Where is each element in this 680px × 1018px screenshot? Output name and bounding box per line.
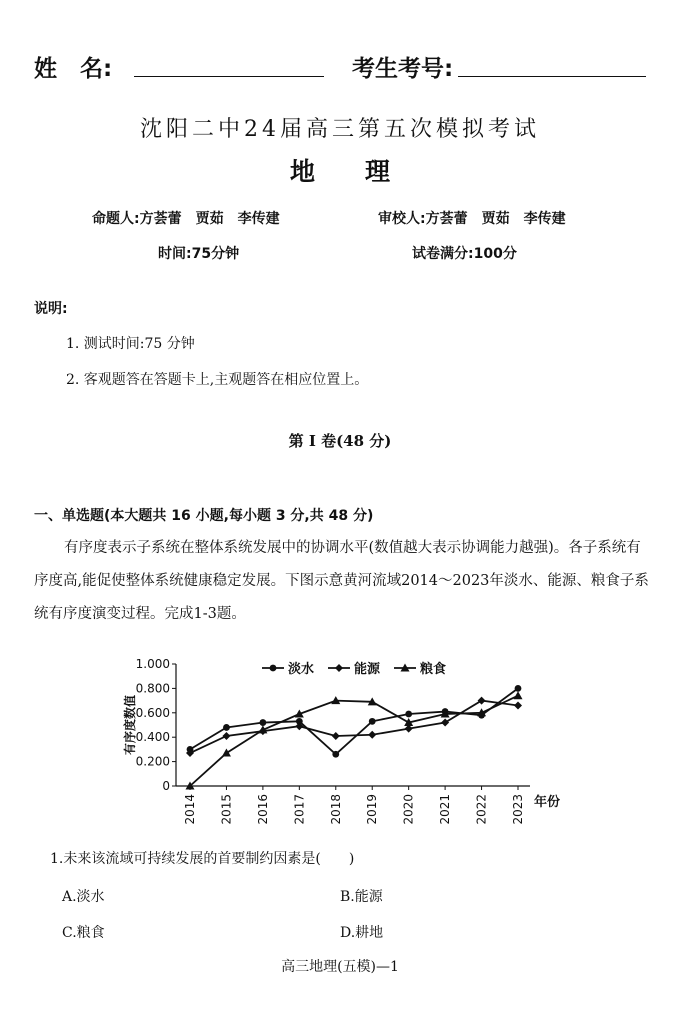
y-tick-label: 0.400 [135, 730, 170, 745]
score-line: 试卷满分:100分 [412, 246, 517, 262]
data-point [332, 751, 339, 758]
x-tick-label: 2017 [292, 794, 307, 825]
x-tick-label: 2016 [255, 794, 270, 825]
x-tick-label: 2020 [401, 794, 416, 825]
x-tick-label: 2014 [183, 794, 197, 825]
section-heading: 一、单选题(本大题共 16 小题,每小题 3 分,共 48 分) [34, 508, 374, 524]
x-tick-label: 2015 [219, 794, 234, 825]
instruction-item: 2. 客观题答在答题卡上,主观题答在相应位置上。 [66, 372, 369, 388]
x-tick-label: 2018 [328, 794, 343, 825]
data-point [222, 732, 230, 740]
line-chart [0, 650, 680, 850]
x-tick-label: 2019 [365, 794, 380, 825]
exam-title: 沈阳二中24届高三第五次模拟考试 [140, 117, 540, 142]
data-point [223, 724, 230, 731]
y-tick-label: 0.800 [135, 681, 170, 696]
option-c[interactable]: C.粮食 [62, 925, 105, 941]
page-footer: 高三地理(五模)—1 [281, 959, 399, 975]
option-d[interactable]: D.耕地 [340, 925, 384, 941]
y-tick-label: 0.200 [135, 754, 170, 769]
option-b[interactable]: B.能源 [340, 889, 383, 905]
data-point [441, 719, 449, 727]
x-tick-label: 2023 [511, 794, 525, 825]
name-label: 姓 名: [34, 56, 113, 82]
instruction-item: 1. 测试时间:75 分钟 [66, 336, 195, 352]
data-point [514, 691, 523, 699]
data-point [222, 749, 231, 757]
y-tick-label: 1.000 [135, 657, 170, 671]
y-tick-label: 0.600 [135, 705, 170, 720]
data-point [514, 701, 522, 709]
data-point [478, 697, 486, 705]
x-tick-label: 2022 [474, 794, 489, 825]
data-point [270, 665, 277, 672]
reviewer-line: 审校人:方荟蕾 贾茹 李传建 [378, 211, 566, 227]
data-point [369, 718, 376, 725]
x-tick-label: 2021 [438, 794, 453, 825]
subject-title: 地 理 [289, 157, 390, 186]
y-axis-label: 有序度数值 [123, 694, 137, 756]
instructions-heading: 说明: [34, 301, 68, 317]
x-axis-label: 年份 [534, 795, 561, 810]
data-point [335, 664, 343, 672]
y-tick-label: 0 [162, 779, 170, 793]
name-field-line [134, 76, 324, 77]
data-point [259, 719, 266, 726]
legend-label: 粮食 [420, 662, 447, 677]
setter-line: 命题人:方荟蕾 贾茹 李传建 [92, 211, 280, 227]
data-point [332, 732, 340, 740]
option-a[interactable]: A.淡水 [62, 889, 105, 905]
exam-number-field-line [458, 76, 646, 77]
exam-number-label: 考生考号: [352, 56, 454, 82]
time-line: 时间:75分钟 [158, 246, 240, 262]
volume-heading: 第 I 卷(48 分) [288, 432, 392, 450]
legend-label: 能源 [354, 662, 381, 677]
passage: 有序度表示子系统在整体系统发展中的协调水平(数值越大表示协调能力越强)。各子系统有序度高,能促使整体系统健康稳定发展。下图示意黄河流域2014～2023年淡水、能源、粮食子系统有序度演变过程。完成1-3题。 [34, 540, 649, 622]
data-point [515, 685, 522, 692]
legend-label: 淡水 [288, 662, 315, 677]
data-point [368, 731, 376, 739]
question-stem: 1.未来该流域可持续发展的首要制约因素是( ) [50, 851, 355, 867]
data-point [405, 711, 412, 718]
